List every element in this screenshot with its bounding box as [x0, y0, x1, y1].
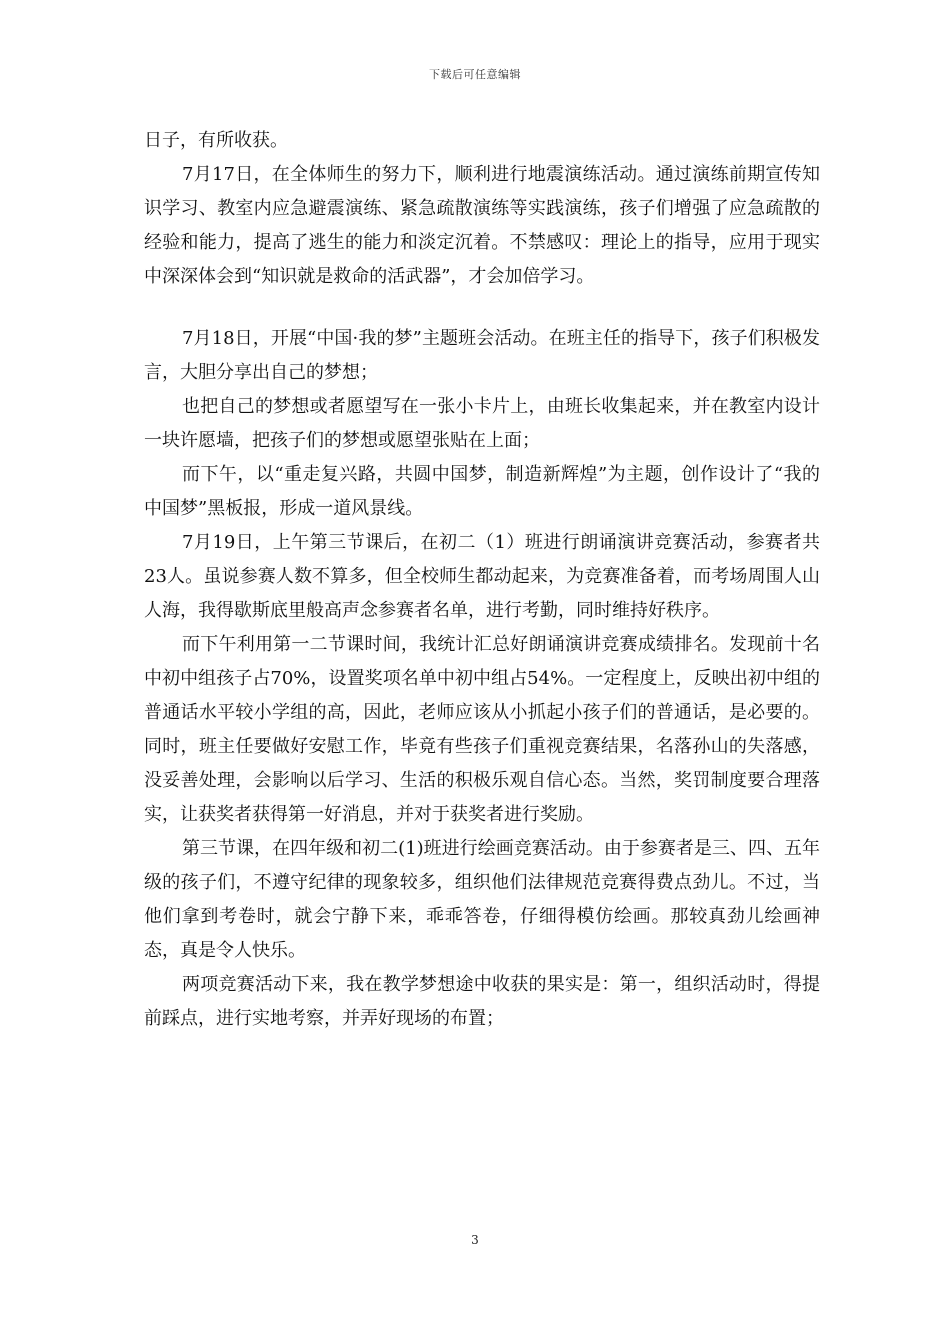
paragraph-6: 7月19日，上午第三节课后，在初二（1）班进行朗诵演讲竞赛活动，参赛者共23人。虽说参赛人数不算多，但全校师生都动起来，为竞赛准备着，而考场周围人山人海，我得歇斯底里般高声念参赛者名单，进行考勤，同时维持好秩序。	[144, 532, 820, 621]
paragraph-3: 7月18日，开展“中国·我的梦”主题班会活动。在班主任的指导下，孩子们积极发言，大胆分享出自己的梦想；	[144, 328, 820, 383]
document-body	[144, 124, 820, 1036]
paragraph-1: 日子，有所收获。	[144, 130, 288, 151]
paragraph-9: 两项竞赛活动下来，我在教学梦想途中收获的果实是：第一，组织活动时，得提前踩点，进行实地考察，并弄好现场的布置；	[144, 974, 820, 1029]
paragraph-4: 也把自己的梦想或者愿望写在一张小卡片上，由班长收集起来，并在教室内设计一块许愿墙，把孩子们的梦想或愿望张贴在上面；	[144, 396, 820, 451]
paragraph-7: 而下午利用第一二节课时间，我统计汇总好朗诵演讲竞赛成绩排名。发现前十名中初中组孩子占70%，设置奖项名单中初中组占54%。一定程度上，反映出初中组的普通话水平较小学组的高，因此，老师应该从小抓起小孩子们的普通话，是必要的。同时，班主任要做好安慰工作，毕竟有些孩子们重视竞赛结果，名落孙山的失落感，没妥善处理，会影响以后学习、生活的积极乐观自信心态。当然，奖罚制度要合理落实，让获奖者获得第一好消息，并对于获奖者进行奖励。	[144, 634, 820, 825]
page-header-note: 下载后可任意编辑	[429, 68, 521, 81]
paragraph-5: 而下午，以“重走复兴路，共圆中国梦，制造新辉煌”为主题，创作设计了“我的中国梦”黑板报，形成一道风景线。	[144, 464, 820, 519]
paragraph-8: 第三节课，在四年级和初二(1)班进行绘画竞赛活动。由于参赛者是三、四、五年级的孩子们，不遵守纪律的现象较多，组织他们法律规范竞赛得费点劲儿。不过，当他们拿到考卷时，就会宁静下来，乖乖答卷，仔细得模仿绘画。那较真劲儿绘画神态，真是令人快乐。	[144, 838, 820, 961]
paragraph-2: 7月17日，在全体师生的努力下，顺利进行地震演练活动。通过演练前期宣传知识学习、教室内应急避震演练、紧急疏散演练等实践演练，孩子们增强了应急疏散的经验和能力，提高了逃生的能力和淡定沉着。不禁感叹：理论上的指导，应用于现实中深深体会到“知识就是救命的活武器”，才会加倍学习。	[144, 164, 820, 287]
page-number: 3	[471, 1233, 479, 1247]
